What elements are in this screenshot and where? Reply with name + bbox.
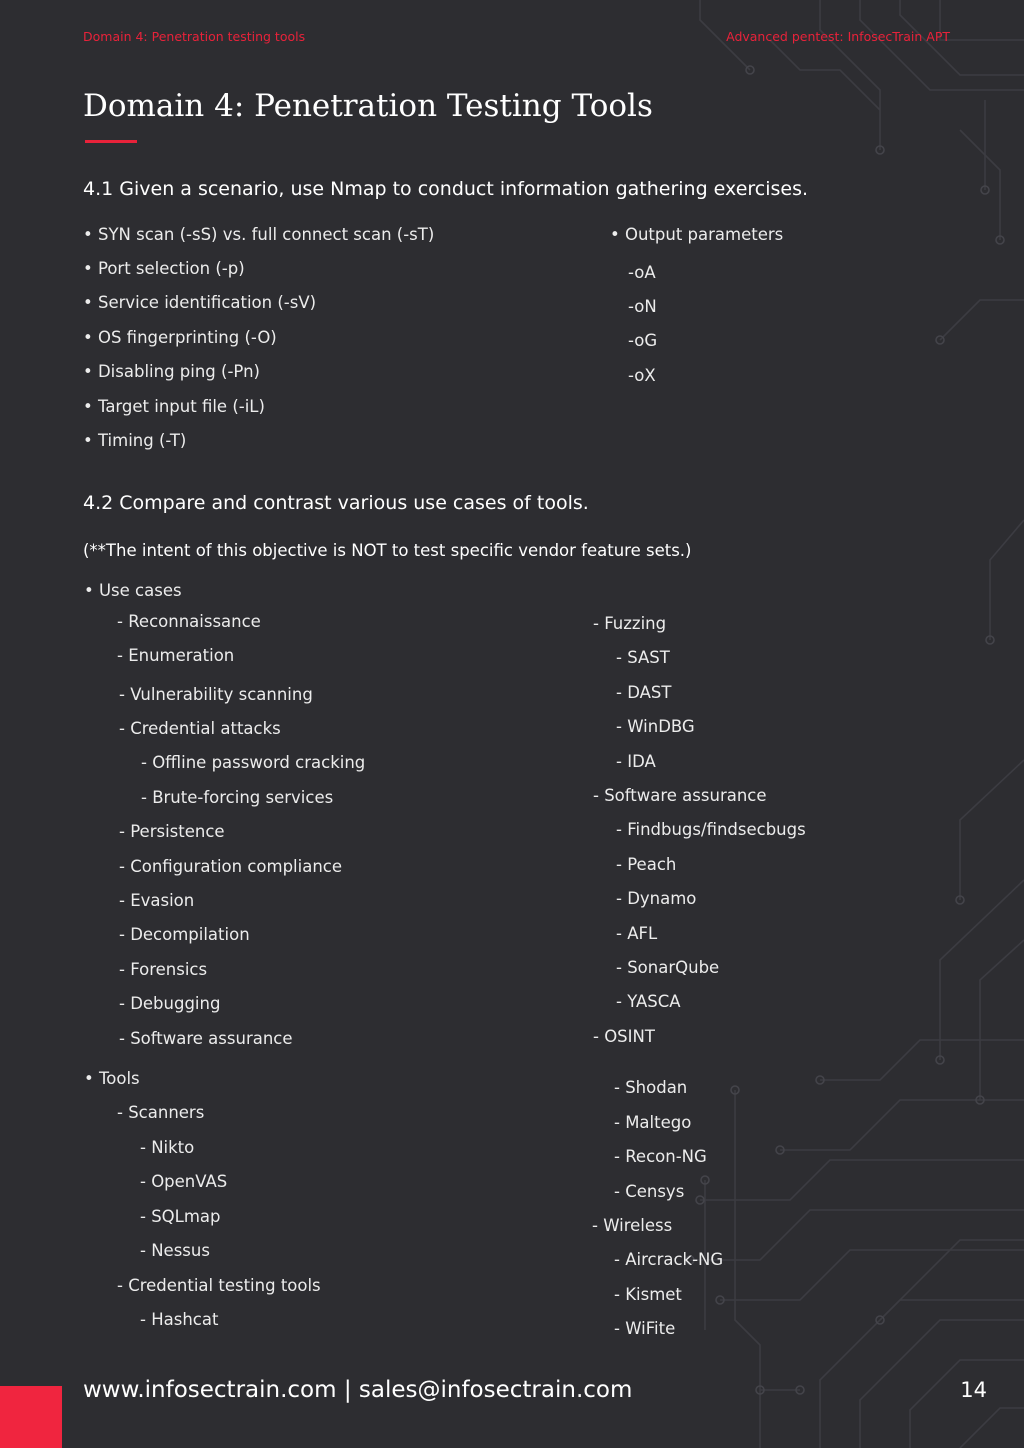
page-title: Domain 4: Penetration Testing Tools (83, 88, 653, 124)
list-item: - Dynamo (616, 889, 697, 908)
list-item: - Persistence (119, 822, 225, 841)
list-item: - Configuration compliance (119, 857, 343, 876)
section-4-2-note: (**The intent of this objective is NOT to test specific vendor feature sets.) (83, 541, 692, 560)
nmap-option: • Port selection (-p) (83, 259, 245, 278)
list-item: - Forensics (119, 960, 208, 979)
footer-accent-block (0, 1386, 62, 1448)
list-item: - Nessus (140, 1241, 210, 1260)
list-item: - OSINT (593, 1027, 655, 1046)
section-4-2-heading: 4.2 Compare and contrast various use cases of tools. (83, 492, 589, 514)
list-item: - Maltego (614, 1113, 692, 1132)
header-section-label: Domain 4: Penetration testing tools (83, 29, 306, 44)
output-parameter: -oA (628, 263, 656, 282)
list-item: - Fuzzing (593, 614, 667, 633)
list-item: - Scanners (117, 1103, 205, 1122)
list-item: - Reconnaissance (117, 612, 261, 631)
nmap-option: • Service identification (-sV) (83, 293, 317, 312)
list-item: - Findbugs/findsecbugs (616, 820, 806, 839)
page-number: 14 (960, 1378, 987, 1402)
output-parameter: -oG (628, 331, 658, 350)
list-item: - Recon-NG (614, 1147, 707, 1166)
list-item: - Brute-forcing services (141, 788, 334, 807)
list-item: - Nikto (140, 1138, 195, 1157)
list-item: - Software assurance (593, 786, 767, 805)
list-item: - Shodan (614, 1078, 688, 1097)
list-item: - Wireless (592, 1216, 673, 1235)
tools-label: • Tools (84, 1069, 140, 1088)
list-item: - SonarQube (616, 958, 720, 977)
nmap-option: • Timing (-T) (83, 431, 187, 450)
output-parameter: -oN (628, 297, 657, 316)
header-course-label: Advanced pentest: InfosecTrain APT (726, 29, 950, 44)
list-item: - Enumeration (117, 646, 235, 665)
title-underline (85, 140, 137, 143)
list-item: - SAST (616, 648, 670, 667)
list-item: - Software assurance (119, 1029, 293, 1048)
list-item: - Vulnerability scanning (119, 685, 313, 704)
list-item: - WinDBG (616, 717, 695, 736)
list-item: - Hashcat (140, 1310, 219, 1329)
output-parameters-label: • Output parameters (610, 225, 784, 244)
list-item: - Evasion (119, 891, 195, 910)
list-item: - Debugging (119, 994, 221, 1013)
footer-contact: www.infosectrain.com | sales@infosectrain.com (83, 1377, 633, 1403)
list-item: - Offline password cracking (141, 753, 366, 772)
use-cases-label: • Use cases (84, 581, 182, 600)
nmap-option: • OS fingerprinting (-O) (83, 328, 277, 347)
nmap-option: • Target input file (-iL) (83, 397, 265, 416)
list-item: - IDA (616, 752, 656, 771)
list-item: - AFL (616, 924, 658, 943)
output-parameter: -oX (628, 366, 656, 385)
list-item: - Credential testing tools (117, 1276, 321, 1295)
list-item: - YASCA (616, 992, 681, 1011)
list-item: - Peach (616, 855, 677, 874)
list-item: - Censys (614, 1182, 685, 1201)
nmap-option: • Disabling ping (-Pn) (83, 362, 260, 381)
list-item: - WiFite (614, 1319, 676, 1338)
list-item: - Decompilation (119, 925, 250, 944)
list-item: - OpenVAS (140, 1172, 228, 1191)
nmap-option: • SYN scan (-sS) vs. full connect scan (-sT) (83, 225, 435, 244)
list-item: - Aircrack-NG (614, 1250, 724, 1269)
list-item: - DAST (616, 683, 672, 702)
list-item: - SQLmap (140, 1207, 221, 1226)
list-item: - Kismet (614, 1285, 682, 1304)
section-4-1-heading: 4.1 Given a scenario, use Nmap to conduct information gathering exercises. (83, 178, 809, 200)
list-item: - Credential attacks (119, 719, 281, 738)
